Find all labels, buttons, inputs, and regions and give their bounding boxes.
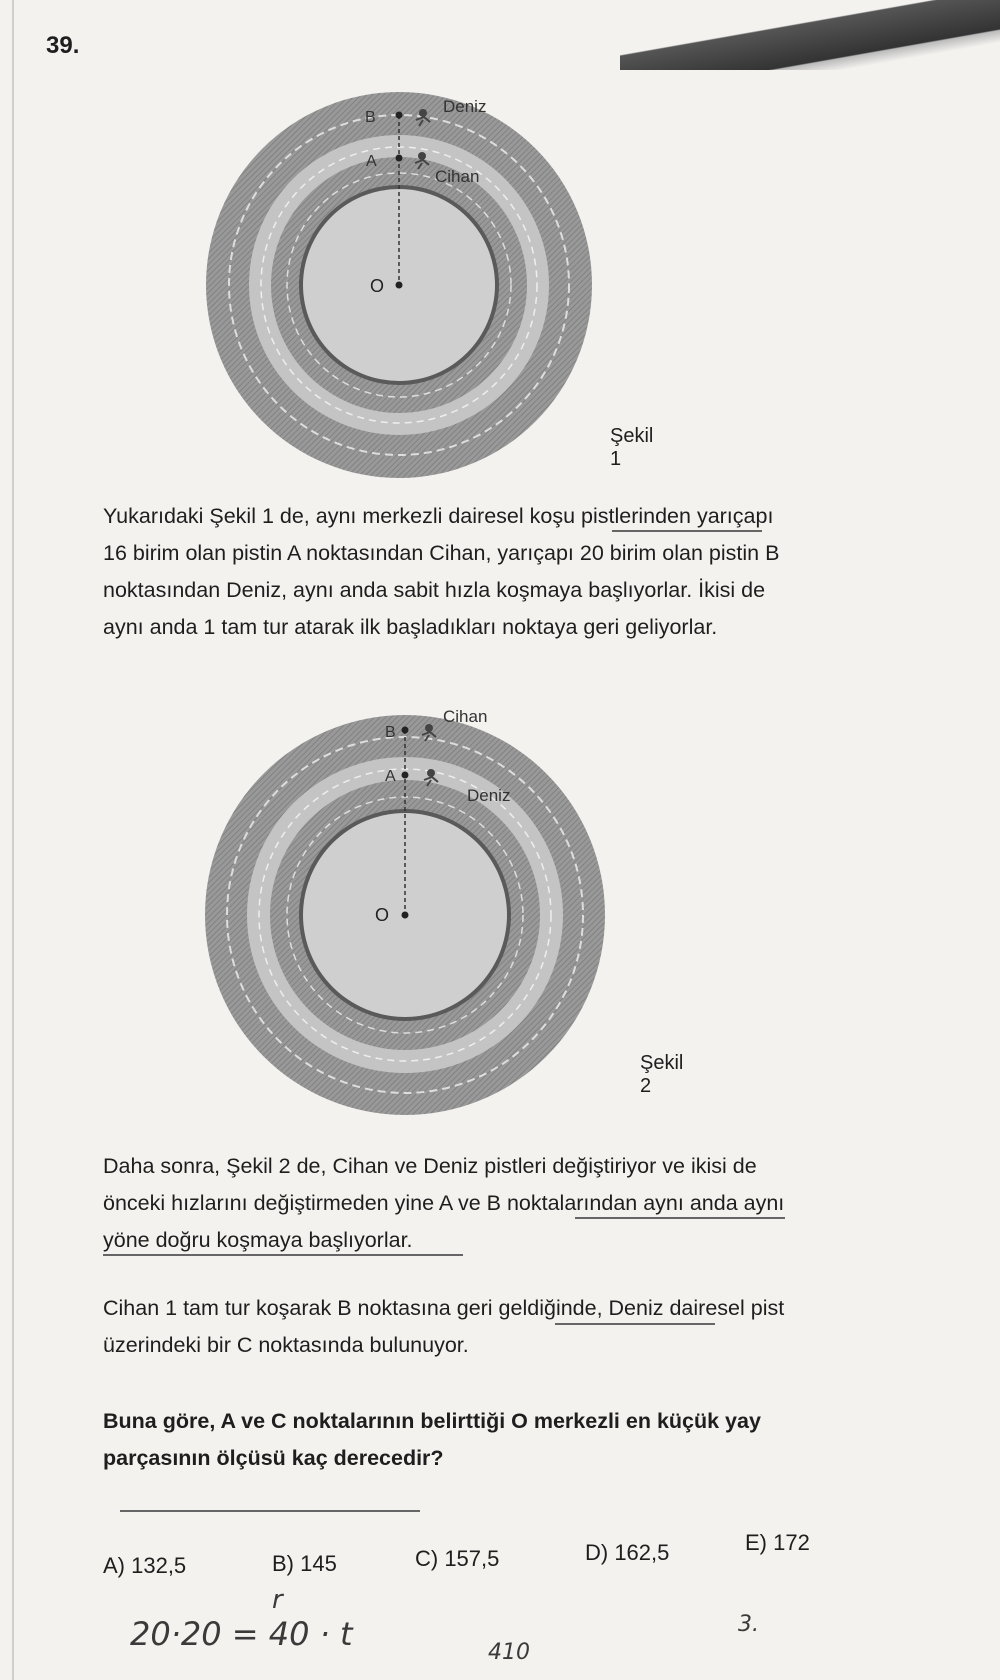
handwritten-note-410: 410: [488, 1640, 530, 1665]
option-c[interactable]: C) 157,5: [415, 1546, 500, 1571]
label-a: A: [385, 768, 396, 785]
page-margin-line: [12, 0, 14, 1680]
paragraph-3: Cihan 1 tam tur koşarak B noktasına geri geldiğinde, Deniz dairesel pist üzerindeki bir C noktasında bulunuyor.: [103, 1296, 785, 1357]
question-number: 39.: [46, 32, 80, 59]
paragraph-1: Yukarıdaki Şekil 1 de, aynı merkezli dairesel koşu pistlerinden yarıçapı 16 birim olan pistin A noktasından Cihan, yarıçapı 20 birim olan pistin B noktasından Deniz, aynı anda sabit hızla koşmaya başlıyorlar. İkisi de aynı anda 1 tam tur atarak ilk başladıkları noktaya geri geliyorlar.: [103, 504, 780, 639]
figure-1-diagram: [190, 90, 610, 480]
point-a: [402, 772, 409, 779]
underline-mark: [555, 1323, 715, 1325]
label-b: B: [365, 109, 376, 126]
option-d[interactable]: D) 162,5: [585, 1540, 670, 1565]
runner-inner-label: Deniz: [467, 786, 511, 805]
runner-outer-label: Deniz: [443, 97, 487, 116]
book-corner-decoration: [620, 0, 1000, 70]
point-b: [402, 727, 409, 734]
paragraph-2: Daha sonra, Şekil 2 de, Cihan ve Deniz pistleri değiştiriyor ve ikisi de önceki hızlarını değiştirmeden yine A ve B noktalarından aynı anda aynı yöne doğru koşmaya başlıyorlar.: [103, 1154, 785, 1252]
figure-1-caption: Şekil 1: [610, 425, 654, 470]
handwritten-note-3: 3.: [738, 1612, 759, 1637]
figure-2-caption: Şekil 2: [640, 1052, 684, 1097]
question-text: Buna göre, A ve C noktalarının belirttiği O merkezli en küçük yay parçasının ölçüsü kaç derecedir?: [103, 1409, 761, 1470]
figure-2-diagram: [205, 705, 645, 1125]
point-b: [396, 112, 403, 119]
option-b[interactable]: B) 145: [272, 1551, 337, 1576]
underline-mark: [575, 1217, 785, 1219]
runner-inner-label: Cihan: [435, 167, 480, 186]
label-b: B: [385, 724, 396, 741]
center-point-o: [402, 912, 409, 919]
handwritten-equation: 20·20 = 40 · t: [130, 1615, 353, 1653]
option-a[interactable]: A) 132,5: [103, 1553, 187, 1578]
runner-outer-label: Cihan: [443, 707, 488, 726]
figure-1: [190, 90, 654, 480]
underline-mark: [612, 530, 762, 532]
handwritten-note-r: r: [272, 1585, 283, 1615]
label-o: O: [370, 276, 385, 296]
point-a: [396, 155, 403, 162]
option-e[interactable]: E) 172: [745, 1530, 810, 1555]
label-o: O: [375, 905, 390, 925]
center-point-o: [396, 282, 403, 289]
underline-mark: [120, 1510, 420, 1512]
label-a: A: [366, 153, 377, 170]
figure-2: [205, 705, 684, 1125]
underline-mark: [103, 1254, 463, 1256]
